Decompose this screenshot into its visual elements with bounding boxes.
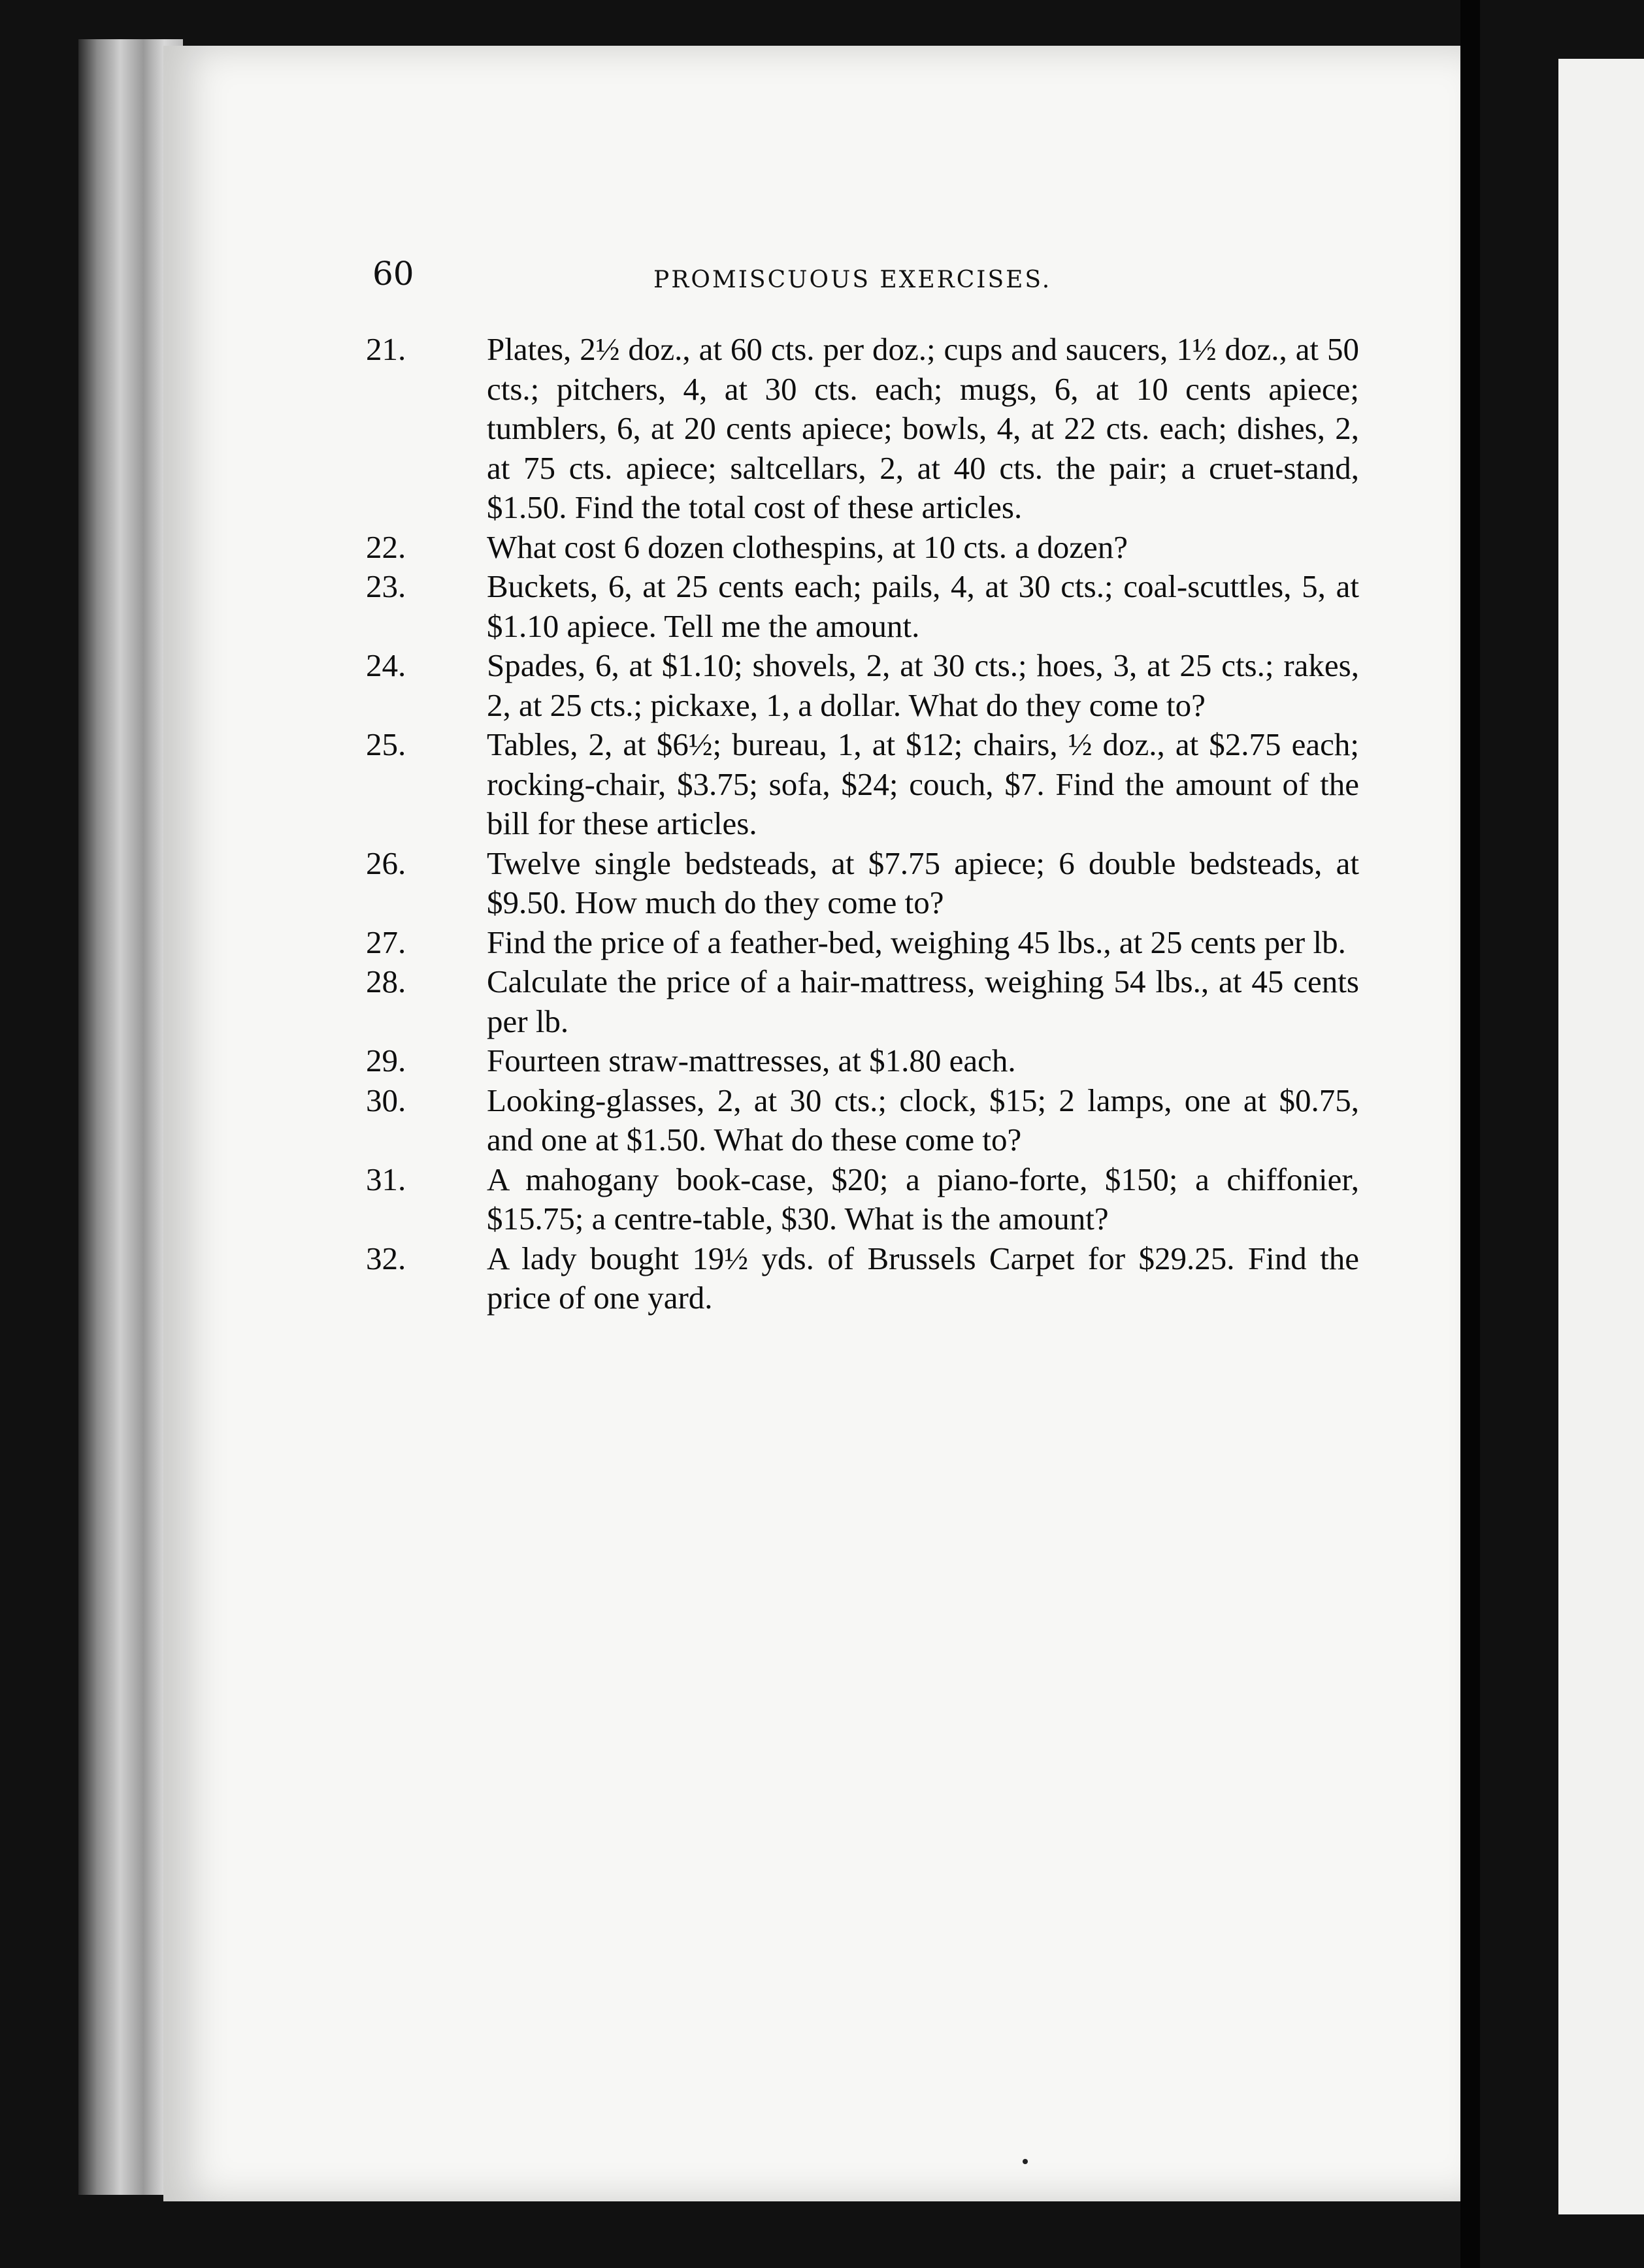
exercise-item	[366, 1239, 1359, 1318]
exercise-text: Find the price of a feather-bed, weighing 45 lbs., at 25 cents per lb.	[487, 924, 1346, 960]
exercise-item	[366, 646, 1359, 725]
exercise-number: 23.	[366, 568, 406, 604]
exercise-text: Twelve single bedsteads, at $7.75 apiece; 6 double bedsteads, at $9.50. How much do they come to?	[487, 845, 1359, 920]
exercise-number: 30.	[366, 1082, 406, 1118]
exercise-text: Spades, 6, at $1.10; shovels, 2, at 30 cts.; hoes, 3, at 25 cts.; rakes, 2, at 25 cts.; pickaxe, 1, a dollar. What do they come to?	[487, 647, 1359, 723]
exercise-item	[366, 844, 1359, 923]
exercise-number: 24.	[366, 647, 406, 683]
exercise-list	[366, 330, 1359, 1318]
exercise-item	[366, 567, 1359, 646]
exercise-item	[366, 330, 1359, 528]
exercise-item	[366, 962, 1359, 1041]
exercise-text: Looking-glasses, 2, at 30 cts.; clock, $15; 2 lamps, one at $0.75, and one at $1.50. What do these come to?	[487, 1082, 1359, 1158]
exercise-number: 32.	[366, 1240, 406, 1276]
exercise-text: Fourteen straw-mattresses, at $1.80 each.	[487, 1043, 1016, 1078]
exercise-item	[366, 528, 1359, 568]
print-mark	[1023, 2159, 1028, 2164]
exercise-number: 31.	[366, 1161, 406, 1197]
exercise-item	[366, 1160, 1359, 1239]
exercise-number: 21.	[366, 331, 406, 367]
exercise-text: What cost 6 dozen clothespins, at 10 cts. a dozen?	[487, 528, 1128, 565]
exercise-text: Tables, 2, at $6½; bureau, 1, at $12; chairs, ½ doz., at $2.75 each; rocking-chair, $3.75; sofa, $24; couch, $7. Find the amount of the bill for these articles.	[487, 726, 1359, 841]
facing-page-edge	[1558, 59, 1644, 2214]
exercise-text: Plates, 2½ doz., at 60 cts. per doz.; cups and saucers, 1½ doz., at 50 cts.; pitchers, 4, at 30 cts. each; mugs, 6, at 10 cents apiece; tumblers, 6, at 20 cents apiece; bowls, 4, at 22 cts. each; dishes, 2, at 75 cts. apiece; saltcellars, 2, at 40 cts. the pair; a cruet-stand, $1.50. Find the total cost of these articles.	[487, 331, 1359, 525]
exercise-number: 28.	[366, 964, 406, 999]
page-number: 60	[372, 255, 414, 293]
exercise-number: 26.	[366, 845, 406, 881]
exercise-text: A mahogany book-case, $20; a piano-forte, $150; a chiffonier, $15.75; a centre-table, $30. What is the amount?	[487, 1161, 1359, 1237]
exercise-item	[366, 923, 1359, 963]
exercise-text: Calculate the price of a hair-mattress, weighing 54 lbs., at 45 cents per lb.	[487, 964, 1359, 1039]
exercise-number: 27.	[366, 924, 406, 960]
exercise-number: 22.	[366, 528, 406, 565]
exercise-item	[366, 725, 1359, 844]
page-header	[372, 255, 1359, 300]
exercise-text: Buckets, 6, at 25 cents each; pails, 4, at 30 cts.; coal-scuttles, 5, at $1.10 apiece. Tell me the amount.	[487, 568, 1359, 644]
exercise-number: 25.	[366, 726, 406, 762]
exercise-text: A lady bought 19½ yds. of Brussels Carpet for $29.25. Find the price of one yard.	[487, 1240, 1359, 1316]
running-head: PROMISCUOUS EXERCISES.	[653, 267, 1052, 293]
exercise-item	[366, 1041, 1359, 1081]
exercise-number: 29.	[366, 1043, 406, 1078]
book-gutter	[1460, 0, 1480, 2268]
exercise-item	[366, 1081, 1359, 1160]
